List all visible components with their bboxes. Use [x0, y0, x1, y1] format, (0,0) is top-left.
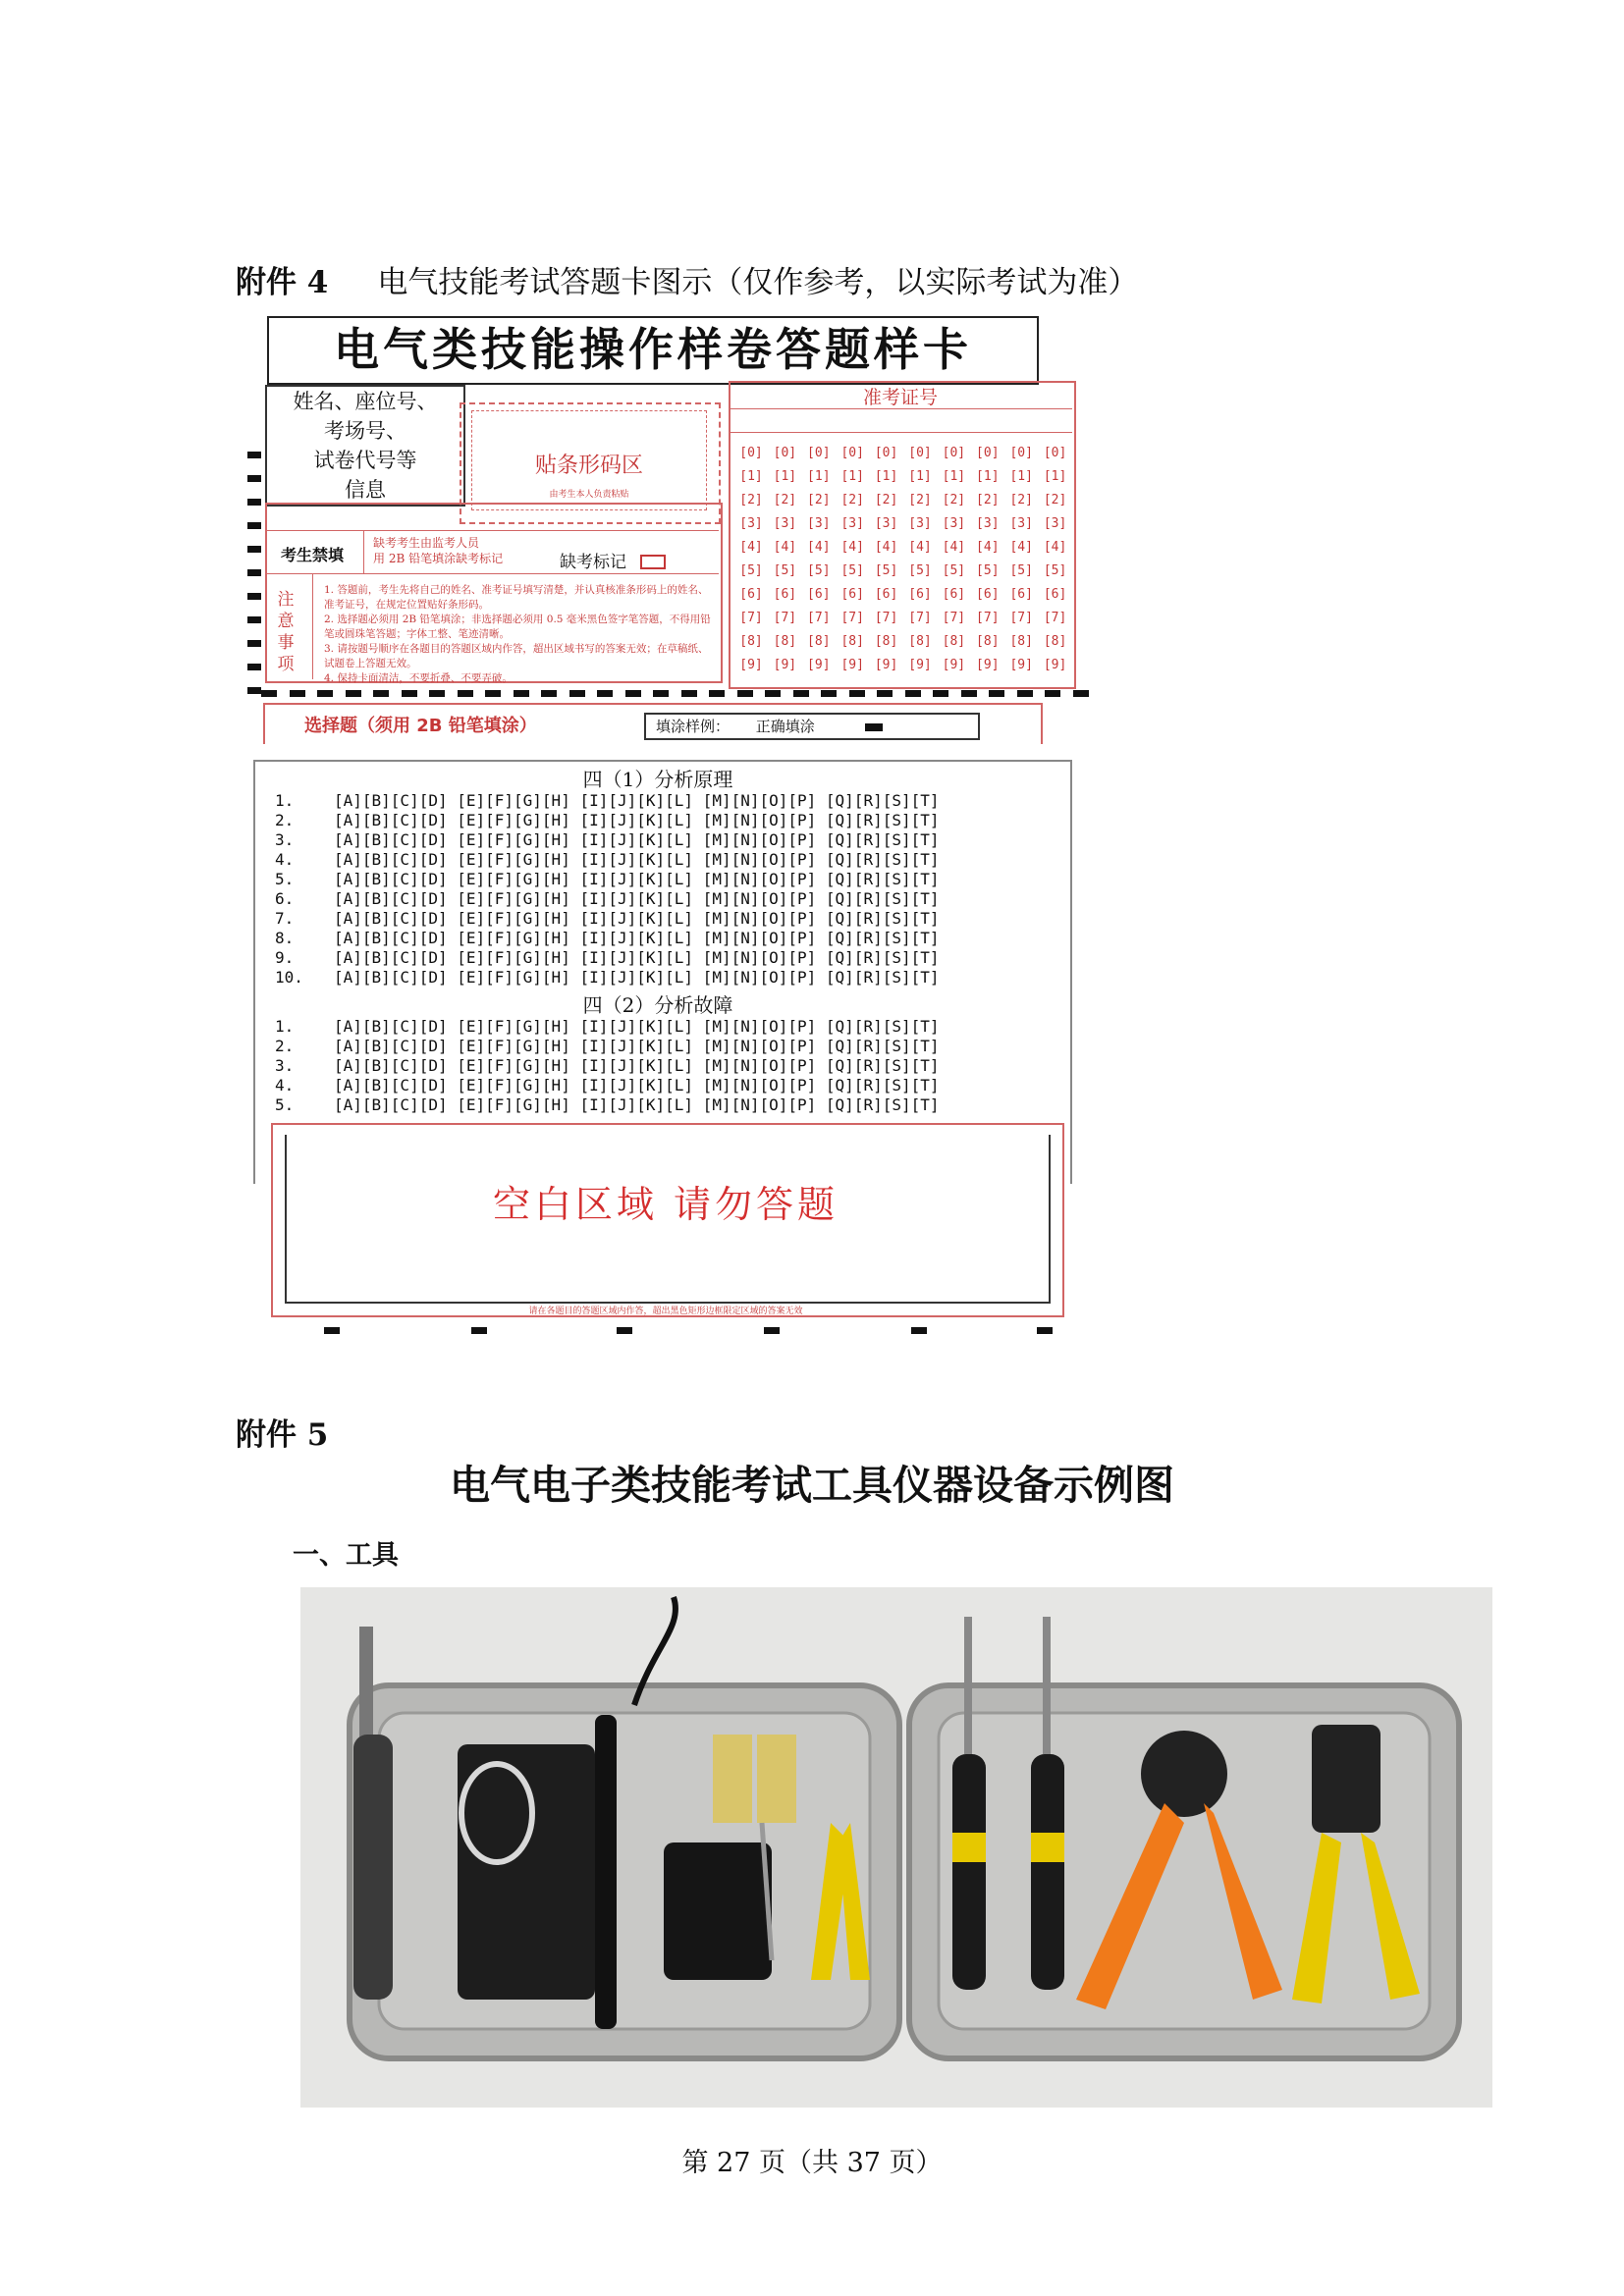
ticket-title: 准考证号: [862, 387, 938, 408]
ticket-digit-bubble[interactable]: [6]: [908, 587, 932, 602]
ticket-digit-bubble[interactable]: [8]: [807, 634, 831, 649]
timing-mark: [458, 690, 473, 697]
ticket-digit-bubble[interactable]: [7]: [908, 611, 932, 625]
answer-row: [275, 791, 1041, 811]
ticket-digit-bubble[interactable]: [0]: [976, 446, 1000, 460]
ticket-digit-bubble[interactable]: [4]: [807, 540, 831, 555]
ticket-digit-bubble[interactable]: [8]: [942, 634, 966, 649]
question-number: 4.: [275, 850, 295, 869]
sample-value: 正确填涂: [755, 718, 815, 735]
timing-mark: [247, 640, 261, 647]
note-item: 1. 答题前，考生先将自己的姓名、准考证号填写清楚，并认真核准条形码上的姓名、准考证号，在规定位置贴好条形码。: [324, 584, 709, 611]
ticket-digit-bubble[interactable]: [7]: [739, 611, 763, 625]
timing-mark: [793, 690, 809, 697]
ticket-digit-bubble[interactable]: [8]: [1009, 634, 1033, 649]
ticket-digit-bubble[interactable]: [3]: [942, 516, 966, 531]
question-number: 7.: [275, 909, 295, 928]
answer-row: [275, 929, 1041, 948]
ticket-digit-bubble[interactable]: [5]: [1009, 563, 1033, 578]
question-number: 3.: [275, 830, 295, 849]
timing-mark: [989, 690, 1004, 697]
absent-label: 缺考标记: [560, 553, 626, 572]
ticket-digit-bubble[interactable]: [9]: [773, 658, 797, 672]
ticket-digit-bubble[interactable]: [2]: [773, 493, 797, 507]
timing-mark: [1037, 1327, 1053, 1334]
info-line: 信息: [345, 478, 386, 502]
ticket-digit-bubble[interactable]: [7]: [976, 611, 1000, 625]
divider: [312, 573, 313, 679]
ticket-digit-bubble[interactable]: [1]: [840, 469, 864, 484]
ticket-digit-bubble[interactable]: [1]: [976, 469, 1000, 484]
ticket-digit-bubble[interactable]: [7]: [840, 611, 864, 625]
timing-mark: [877, 690, 893, 697]
tools-photo: [300, 1587, 1492, 2108]
choice-title: 选择题（须用 2B 铅笔填涂）: [304, 716, 537, 736]
ticket-digit-bubble[interactable]: [6]: [1009, 587, 1033, 602]
note-item: 4. 保持卡面清洁，不要折叠、不要弄破。: [324, 672, 513, 684]
timing-mark: [737, 690, 753, 697]
timing-mark: [617, 1327, 632, 1334]
ticket-digit-column: [836, 442, 869, 677]
ticket-digit-column: [734, 442, 768, 677]
answer-options[interactable]: [A][B][C][D] [E][F][G][H] [I][J][K][L] [M][N][O][P] [Q][R][S][T]: [334, 1076, 940, 1095]
answer-options[interactable]: [A][B][C][D] [E][F][G][H] [I][J][K][L] [M][N][O][P] [Q][R][S][T]: [334, 1056, 940, 1075]
timing-mark: [429, 690, 445, 697]
answer-row: [275, 830, 1041, 850]
question-number: 10.: [275, 968, 303, 987]
ticket-digit-bubble[interactable]: [2]: [1009, 493, 1033, 507]
divider: [363, 530, 364, 573]
ticket-digit-bubble[interactable]: [0]: [1009, 446, 1033, 460]
question-number: 8.: [275, 929, 295, 947]
timing-mark: [247, 475, 261, 482]
ticket-digit-bubble[interactable]: [1]: [1009, 469, 1033, 484]
card-footer-note: 请在各题目的答题区域内作答，超出黑色矩形边框限定区域的答案无效: [528, 1307, 803, 1316]
ticket-digit-column: [903, 442, 937, 677]
note-item: 2. 选择题必须用 2B 铅笔填涂；非选择题必须用 0.5 毫米黑色签字笔答题，不得用铅笔或圆珠笔答题；字体工整、笔迹清晰。: [324, 614, 711, 640]
timing-mark: [849, 690, 865, 697]
answer-row: [275, 1095, 1041, 1115]
section2-title: 四（2）分析故障: [582, 993, 733, 1017]
ticket-digit-bubble[interactable]: [3]: [773, 516, 797, 531]
ticket-digit-bubble[interactable]: [4]: [840, 540, 864, 555]
question-number: 9.: [275, 948, 295, 967]
ticket-digit-column: [1039, 442, 1072, 677]
ticket-digit-bubble[interactable]: [5]: [1043, 563, 1067, 578]
timing-mark: [402, 690, 417, 697]
answer-row: [275, 1056, 1041, 1076]
ticket-digit-bubble[interactable]: [2]: [739, 493, 763, 507]
ticket-digit-bubble[interactable]: [7]: [773, 611, 797, 625]
timing-mark: [821, 690, 837, 697]
ticket-digit-bubble[interactable]: [8]: [976, 634, 1000, 649]
ticket-digit-bubble[interactable]: [2]: [1043, 493, 1067, 507]
fill-sample-box: [644, 713, 980, 740]
ticket-digit-bubble[interactable]: [4]: [773, 540, 797, 555]
timing-mark: [514, 690, 529, 697]
info-line: 试卷代号等: [313, 449, 417, 472]
ticket-digit-bubble[interactable]: [3]: [840, 516, 864, 531]
timing-mark: [373, 690, 389, 697]
timing-mark: [247, 546, 261, 553]
ticket-digit-bubble[interactable]: [1]: [874, 469, 898, 484]
timing-mark: [247, 616, 261, 623]
ticket-digit-bubble[interactable]: [8]: [908, 634, 932, 649]
ticket-digit-bubble[interactable]: [6]: [739, 587, 763, 602]
note-item: 3. 请按题号顺序在各题目的答题区域内作答，超出区域书写的答案无效；在草稿纸、试题卷上答题无效。: [324, 643, 709, 669]
candidate-info-box: [265, 385, 465, 507]
timing-mark: [247, 664, 261, 670]
ticket-digit-bubble[interactable]: [0]: [874, 446, 898, 460]
ticket-digit-column: [768, 442, 801, 677]
ticket-digit-bubble[interactable]: [9]: [976, 658, 1000, 672]
ticket-digit-bubble[interactable]: [9]: [807, 658, 831, 672]
answer-options[interactable]: [A][B][C][D] [E][F][G][H] [I][J][K][L] [M][N][O][P] [Q][R][S][T]: [334, 968, 940, 987]
ticket-digit-column: [971, 442, 1004, 677]
ticket-digit-bubble[interactable]: [2]: [807, 493, 831, 507]
ticket-digit-column: [1004, 442, 1038, 677]
ticket-digit-bubble[interactable]: [6]: [840, 587, 864, 602]
answer-options[interactable]: [A][B][C][D] [E][F][G][H] [I][J][K][L] [M][N][O][P] [Q][R][S][T]: [334, 870, 940, 888]
answer-options[interactable]: [A][B][C][D] [E][F][G][H] [I][J][K][L] [M][N][O][P] [Q][R][S][T]: [334, 830, 940, 849]
ticket-digit-bubble[interactable]: [5]: [739, 563, 763, 578]
forbid-text: [373, 535, 503, 566]
ticket-digit-bubble[interactable]: [0]: [942, 446, 966, 460]
timing-mark: [681, 690, 697, 697]
ticket-digit-bubble[interactable]: [4]: [942, 540, 966, 555]
ticket-digit-bubble[interactable]: [1]: [773, 469, 797, 484]
ticket-digit-bubble[interactable]: [2]: [874, 493, 898, 507]
timing-mark: [290, 690, 305, 697]
ticket-digit-bubble[interactable]: [0]: [908, 446, 932, 460]
ticket-digit-bubble[interactable]: [2]: [908, 493, 932, 507]
ticket-digit-bubble[interactable]: [5]: [807, 563, 831, 578]
ticket-digit-bubble[interactable]: [6]: [807, 587, 831, 602]
ticket-digit-bubble[interactable]: [6]: [874, 587, 898, 602]
ticket-digit-bubble[interactable]: [9]: [874, 658, 898, 672]
tools-section-heading: 一、工具: [293, 1540, 399, 1571]
answer-row: [275, 948, 1041, 968]
ticket-digit-bubble[interactable]: [3]: [908, 516, 932, 531]
ticket-digit-bubble[interactable]: [4]: [908, 540, 932, 555]
ticket-digit-column: [870, 442, 903, 677]
timing-mark: [1017, 690, 1033, 697]
notes-text: [324, 583, 717, 686]
ticket-digit-bubble[interactable]: [9]: [840, 658, 864, 672]
ticket-digit-bubble[interactable]: [5]: [840, 563, 864, 578]
ticket-digit-bubble[interactable]: [7]: [1009, 611, 1033, 625]
timing-mark: [961, 690, 977, 697]
question-number: 4.: [275, 1076, 295, 1095]
ticket-digit-bubble[interactable]: [0]: [1043, 446, 1067, 460]
question-number: 3.: [275, 1056, 295, 1075]
ticket-digit-bubble[interactable]: [9]: [942, 658, 966, 672]
timing-mark: [597, 690, 613, 697]
timing-mark: [569, 690, 585, 697]
info-line: 姓名、座位号、: [293, 390, 438, 413]
timing-mark: [317, 690, 333, 697]
section1-title: 四（1）分析原理: [582, 768, 733, 791]
ticket-digit-bubble[interactable]: [6]: [976, 587, 1000, 602]
answer-row: [275, 968, 1041, 988]
answer-row: [275, 870, 1041, 889]
ticket-digit-bubble[interactable]: [3]: [739, 516, 763, 531]
filled-mark-icon: [865, 723, 883, 731]
timing-mark: [905, 690, 921, 697]
question-number: 6.: [275, 889, 295, 908]
attachment5-title: 电气电子类技能考试工具仪器设备示例图: [450, 1462, 1174, 1509]
sample-label: 填涂样例：: [656, 718, 731, 735]
answer-options[interactable]: [A][B][C][D] [E][F][G][H] [I][J][K][L] [M][N][O][P] [Q][R][S][T]: [334, 948, 940, 967]
question-number: 2.: [275, 1037, 295, 1055]
timing-mark: [346, 690, 361, 697]
ticket-digit-bubble[interactable]: [3]: [874, 516, 898, 531]
timing-mark: [653, 690, 669, 697]
question-number: 1.: [275, 1017, 295, 1036]
answer-options[interactable]: [A][B][C][D] [E][F][G][H] [I][J][K][L] [M][N][O][P] [Q][R][S][T]: [334, 929, 940, 947]
ticket-digit-bubble[interactable]: [3]: [807, 516, 831, 531]
question-number: 1.: [275, 791, 295, 810]
answer-options[interactable]: [A][B][C][D] [E][F][G][H] [I][J][K][L] [M][N][O][P] [Q][R][S][T]: [334, 1037, 940, 1055]
ticket-digit-bubble[interactable]: [9]: [1009, 658, 1033, 672]
tool-trays-photo-icon: [300, 1587, 1492, 2108]
question-number: 2.: [275, 811, 295, 829]
ticket-digit-bubble[interactable]: [5]: [942, 563, 966, 578]
info-line: 考场号、: [324, 419, 406, 443]
answer-row: [275, 850, 1041, 870]
ticket-digit-bubble[interactable]: [1]: [1043, 469, 1067, 484]
ticket-digit-bubble[interactable]: [5]: [773, 563, 797, 578]
ticket-digit-bubble[interactable]: [6]: [773, 587, 797, 602]
barcode-label: 贴条形码区: [534, 454, 643, 478]
attachment4-label: 附件 4: [236, 265, 329, 300]
ticket-digit-bubble[interactable]: [5]: [976, 563, 1000, 578]
ticket-digit-bubble[interactable]: [8]: [840, 634, 864, 649]
divider: [265, 530, 719, 531]
divider: [729, 432, 1072, 433]
blank-area-text: 空白区域 请勿答题: [492, 1183, 839, 1226]
ticket-digit-bubble[interactable]: [0]: [807, 446, 831, 460]
ticket-digit-bubble[interactable]: [6]: [942, 587, 966, 602]
question-number: 5.: [275, 870, 295, 888]
ticket-digit-bubble[interactable]: [7]: [1043, 611, 1067, 625]
ticket-digit-bubble[interactable]: [7]: [807, 611, 831, 625]
ticket-digit-bubble[interactable]: [6]: [1043, 587, 1067, 602]
forbid-line: 用 2B 铅笔填涂缺考标记: [373, 552, 504, 565]
timing-mark: [765, 690, 781, 697]
forbid-label: 考生禁填: [281, 546, 345, 564]
ticket-digit-bubble[interactable]: [4]: [1009, 540, 1033, 555]
timing-mark: [261, 690, 277, 697]
answer-options[interactable]: [A][B][C][D] [E][F][G][H] [I][J][K][L] [M][N][O][P] [Q][R][S][T]: [334, 1095, 940, 1114]
ticket-digit-bubble[interactable]: [8]: [874, 634, 898, 649]
answer-row: [275, 909, 1041, 929]
timing-mark: [324, 1327, 340, 1334]
ticket-digit-bubble[interactable]: [4]: [874, 540, 898, 555]
ticket-digit-bubble[interactable]: [3]: [1009, 516, 1033, 531]
ticket-digit-bubble[interactable]: [7]: [942, 611, 966, 625]
ticket-digit-bubble[interactable]: [7]: [874, 611, 898, 625]
forbid-line: 缺考考生由监考人员: [373, 536, 480, 550]
answer-row: [275, 1017, 1041, 1037]
answer-options[interactable]: [A][B][C][D] [E][F][G][H] [I][J][K][L] [M][N][O][P] [Q][R][S][T]: [334, 811, 940, 829]
ticket-digit-bubble[interactable]: [1]: [807, 469, 831, 484]
answer-row: [275, 1037, 1041, 1056]
ticket-digit-bubble[interactable]: [9]: [1043, 658, 1067, 672]
ticket-digit-bubble[interactable]: [9]: [739, 658, 763, 672]
answer-options[interactable]: [A][B][C][D] [E][F][G][H] [I][J][K][L] [M][N][O][P] [Q][R][S][T]: [334, 1017, 940, 1036]
timing-mark: [625, 690, 641, 697]
barcode-note: 由考生本人负责粘贴: [549, 490, 629, 500]
card-title: 电气类技能操作样卷答题样卡: [267, 316, 1039, 385]
timing-mark: [247, 522, 261, 529]
answer-row: [275, 889, 1041, 909]
ticket-digit-bubble[interactable]: [2]: [942, 493, 966, 507]
timing-mark: [247, 687, 261, 694]
barcode-inner: [471, 410, 707, 510]
absent-mark-box[interactable]: [640, 555, 666, 569]
ticket-digit-bubble[interactable]: [3]: [1043, 516, 1067, 531]
ticket-digit-bubble[interactable]: [8]: [773, 634, 797, 649]
ticket-digit-bubble[interactable]: [0]: [773, 446, 797, 460]
attachment5-label: 附件 5: [236, 1417, 329, 1453]
ticket-digit-bubble[interactable]: [5]: [908, 563, 932, 578]
attachment4-caption: 电气技能考试答题卡图示（仅作参考，以实际考试为准）: [377, 265, 1139, 300]
answer-row: [275, 1076, 1041, 1095]
ticket-digit-bubble[interactable]: [4]: [976, 540, 1000, 555]
ticket-digit-bubble[interactable]: [1]: [942, 469, 966, 484]
ticket-digit-bubble[interactable]: [8]: [1043, 634, 1067, 649]
timing-mark: [247, 452, 261, 458]
timing-mark: [911, 1327, 927, 1334]
timing-mark: [471, 1327, 487, 1334]
timing-mark: [709, 690, 725, 697]
timing-mark: [247, 593, 261, 600]
ticket-digit-column: [802, 442, 836, 677]
ticket-digit-bubble[interactable]: [0]: [840, 446, 864, 460]
timing-mark: [933, 690, 948, 697]
answer-options[interactable]: [A][B][C][D] [E][F][G][H] [I][J][K][L] [M][N][O][P] [Q][R][S][T]: [334, 889, 940, 908]
ticket-digit-column: [937, 442, 970, 677]
ticket-digit-bubble[interactable]: [4]: [739, 540, 763, 555]
answer-options[interactable]: [A][B][C][D] [E][F][G][H] [I][J][K][L] [M][N][O][P] [Q][R][S][T]: [334, 791, 940, 810]
timing-mark: [764, 1327, 780, 1334]
ticket-digit-bubble[interactable]: [9]: [908, 658, 932, 672]
timing-mark: [485, 690, 501, 697]
ticket-digit-bubble[interactable]: [1]: [908, 469, 932, 484]
ticket-digit-bubble[interactable]: [4]: [1043, 540, 1067, 555]
answer-row: [275, 811, 1041, 830]
answer-options[interactable]: [A][B][C][D] [E][F][G][H] [I][J][K][L] [M][N][O][P] [Q][R][S][T]: [334, 850, 940, 869]
notes-label: 注意事项: [277, 590, 295, 674]
timing-mark: [247, 499, 261, 506]
timing-mark: [1073, 690, 1089, 697]
timing-mark: [541, 690, 557, 697]
ticket-digit-bubble[interactable]: [1]: [739, 469, 763, 484]
ticket-digit-bubble[interactable]: [2]: [840, 493, 864, 507]
timing-mark: [1045, 690, 1060, 697]
ticket-digit-bubble[interactable]: [2]: [976, 493, 1000, 507]
ticket-digit-bubble[interactable]: [5]: [874, 563, 898, 578]
timing-mark: [247, 569, 261, 576]
divider: [265, 573, 719, 574]
page-footer: 第 27 页（共 37 页）: [681, 2148, 943, 2178]
attachment4-heading: [236, 257, 1138, 301]
ticket-digit-bubble[interactable]: [0]: [739, 446, 763, 460]
answer-options[interactable]: [A][B][C][D] [E][F][G][H] [I][J][K][L] [M][N][O][P] [Q][R][S][T]: [334, 909, 940, 928]
question-number: 5.: [275, 1095, 295, 1114]
ticket-digit-bubble[interactable]: [3]: [976, 516, 1000, 531]
ticket-digit-bubble[interactable]: [8]: [739, 634, 763, 649]
